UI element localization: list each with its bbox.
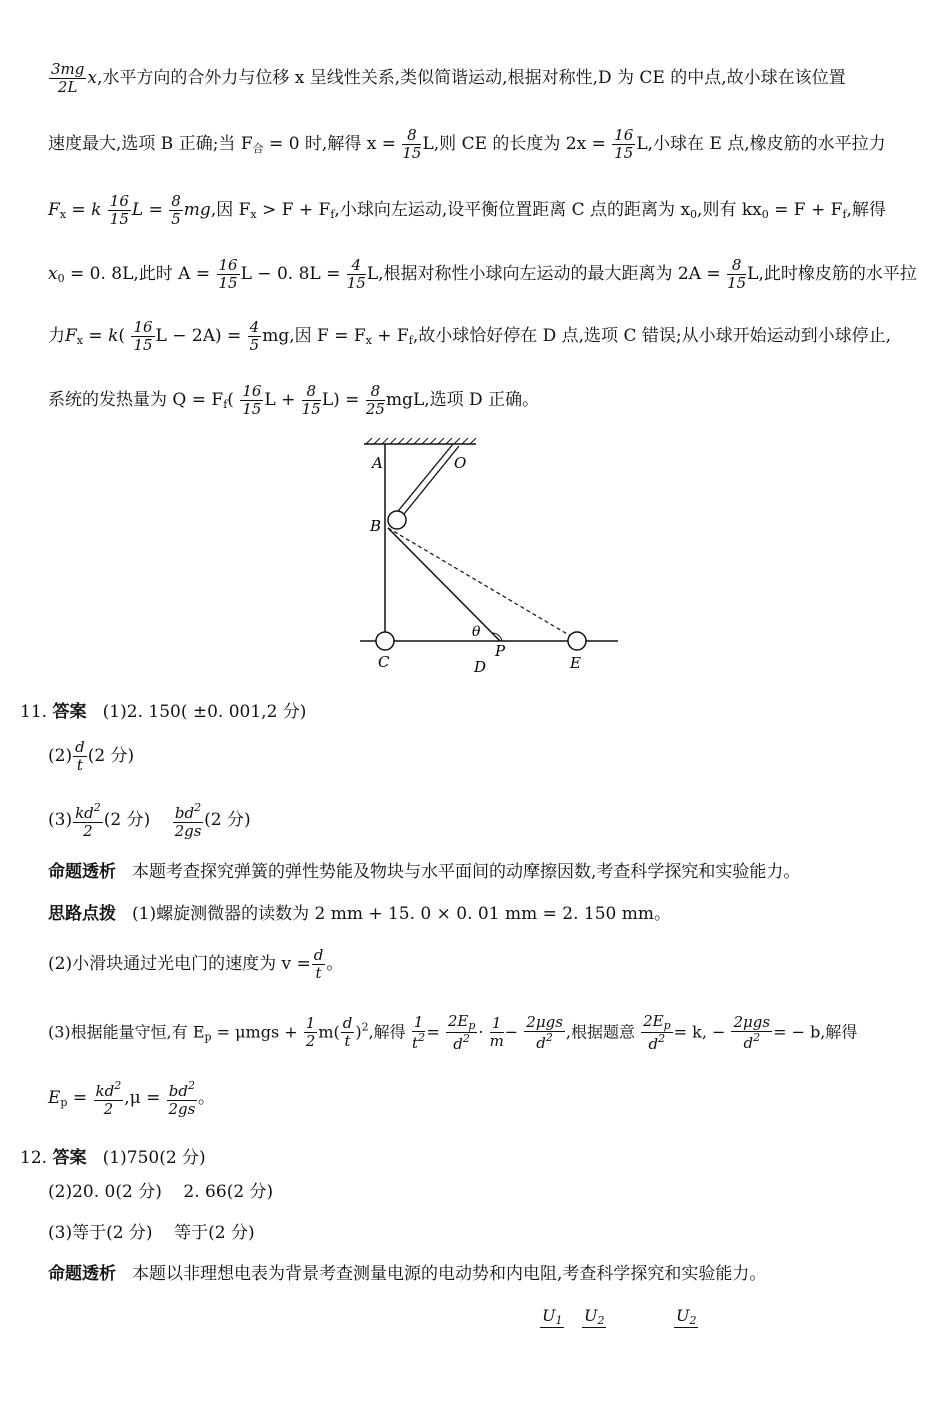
rod-ob-line-2: [400, 446, 459, 519]
q11-hint-1: 思路点拨 (1)螺旋测微器的读数为 2 mm + 15. 0 × 0. 01 mm = 2. 150 mm。: [48, 904, 671, 924]
solution-line-4: $x_0 = 0$. 8L,此时 A = $\frac{16}{15}$ L − 0. 8L = $\frac{4}{15}$ L,根据对称性小球向左运动的最大距离为 2A = $\frac{8}{15}$ L,此时橡皮筋的水平拉: [48, 256, 917, 292]
q11-answer-line: 11. 答案 (1)2. 150( ±0. 001,2 分): [20, 702, 307, 722]
label-theta: θ: [472, 624, 481, 640]
q11-hint-2: (2)小滑块通过光电门的速度为 v = $\frac{d}{t}$ 。: [48, 946, 344, 982]
ball-c: [376, 632, 394, 650]
solution-line-6: 系统的发热量为 $Q = F_f$( $\frac{16}{15}$ L + $\frac{8}{15}$ L) = $\frac{8}{25}$ mgL,选项 D 正确。: [48, 382, 540, 418]
q11-hint-4: $E_p$ = $\frac{kd^2}{2}$ ,μ = $\frac{bd^2}{2gs}$ 。: [48, 1079, 215, 1118]
rod-ob-line-1: [394, 444, 453, 516]
q12-answer-line: 12. 答案 (1)750(2 分): [20, 1148, 206, 1168]
cut-off-fraction-row: $U_1$ $U_2$ $U_2$: [542, 1306, 697, 1327]
label-o: O: [454, 454, 467, 472]
line-bp: [388, 528, 500, 641]
q12-answer-2: (2)20. 0(2 分) 2. 66(2 分): [48, 1182, 274, 1202]
ring-b: [388, 511, 406, 529]
solution-line-2: 速度最大,选项 B 正确;当 $F_合 = 0$ 时,解得 x = $\frac{8}{15}$ L,则 CE 的长度为 2x = $\frac{16}{15}$ L,小球在 E 点,橡皮筋的水平拉力: [48, 126, 886, 162]
q11-answer-3: (3) $\frac{kd^2}{2}$ (2 分) $\frac{bd^2}{2gs}$ (2 分): [48, 801, 251, 840]
solution-line-5: 力$F_x = k$( $\frac{16}{15}$ L − 2A) = $\frac{4}{5}$ mg,因 $F = F_x + F_f$,故小球恰好停在 D 点,选项 C 错误;从小球开始运动到小球停止,: [48, 318, 892, 354]
ceiling-hatch: [366, 438, 476, 444]
label-b: B: [370, 517, 382, 535]
label-c: C: [378, 653, 390, 671]
q11-answer-2: (2) $\frac{d}{t}$ (2 分): [48, 738, 135, 774]
label-e: E: [570, 654, 581, 672]
ball-e: [568, 632, 586, 650]
label-a: A: [372, 454, 383, 472]
q11-hint-3: (3)根据能量守恒,有 $E_p = \mu mgs$ + $\frac{1}{2}$ m( $\frac{d}{t}$ )$^2$,解得 $\frac{1}{t^2}$ = $\frac{2E_p}{d^2}$ · $\frac{1}{m}$ − $\frac{\text{2μgs}}{d^2}$ ,根据题意 $\frac{2E_p}{d^2}$ = k, − $\frac{\text{2μgs}}{d^2}$ = − b,解得: [48, 1012, 858, 1053]
q12-answer-3: (3)等于(2 分) 等于(2 分): [48, 1223, 255, 1243]
solution-line-1: $\frac{3mg}{2L}$ x,水平方向的合外力与位移 x 呈线性关系,类似简谐运动,根据对称性,D 为 CE 的中点,故小球在该位置: [51, 60, 846, 96]
label-p: P: [495, 642, 506, 660]
q11-topic: 命题透析 本题考查探究弹簧的弹性势能及物块与水平面间的动摩擦因数,考查科学探究和实验能力。: [48, 862, 801, 882]
label-d: D: [474, 658, 487, 676]
q12-topic: 命题透析 本题以非理想电表为背景考查测量电源的电动势和内电阻,考查科学探究和实验能力。: [48, 1264, 767, 1284]
solution-line-3: $F_x = k$ $\frac{16}{15}$ L = $\frac{8}{5}$ mg,因 $F_x > F + F_f$,小球向左运动,设平衡位置距离 C 点的距离为 $x_0$,则有 $kx_0 = F + F_f$,解得: [48, 192, 886, 228]
physics-diagram: [352, 438, 622, 678]
